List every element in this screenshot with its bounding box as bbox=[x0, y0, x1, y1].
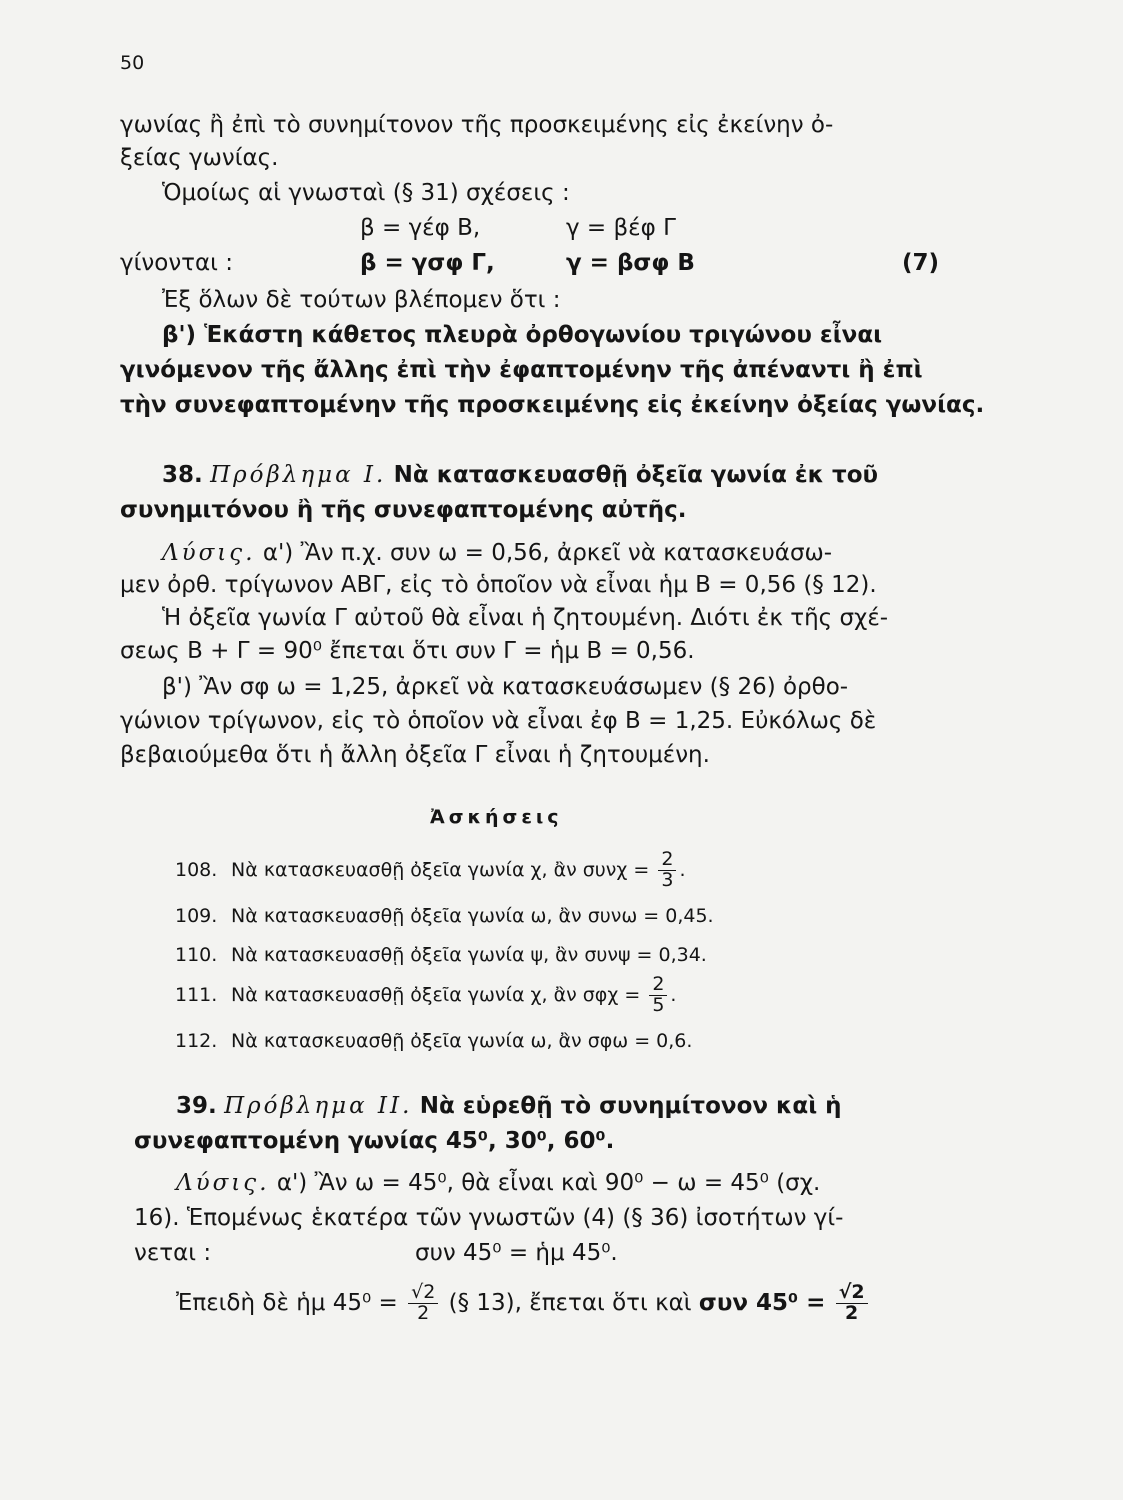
problem-label: Πρόβλημα ΙΙ. bbox=[224, 1093, 413, 1119]
problem-39-heading bbox=[176, 1093, 842, 1119]
exercise-text: Νὰ κατασκευασθῇ ὀξεῖα γωνία ψ, ἂν συνψ = 0,34. bbox=[231, 944, 707, 966]
text: (§ 13), ἔπεται ὅτι καὶ bbox=[448, 1289, 692, 1316]
exercise-number: 112. bbox=[175, 1030, 218, 1052]
exercise-item bbox=[175, 905, 714, 927]
text-line: γωνίας ἢ ἐπὶ τὸ συνημίτονον τῆς προσκειμένης εἰς ἐκείνην ὀ- bbox=[120, 112, 834, 138]
text-line: σεως Β + Γ = 90⁰ ἔπεται ὅτι συν Γ = ἡμ Β = 0,56. bbox=[120, 638, 695, 664]
text-line: 16). Ἑπομένως ἑκατέρα τῶν γνωστῶν (4) (§ 36) ἰσοτήτων γί- bbox=[134, 1205, 844, 1231]
text-line: νεται : bbox=[134, 1240, 212, 1266]
problem-title: Νὰ εὑρεθῇ τὸ συνημίτονον καὶ ἡ bbox=[419, 1093, 842, 1119]
text-line: γίνονται : bbox=[120, 250, 234, 276]
formula: γ = βσφ Β bbox=[566, 250, 695, 276]
problem-title-cont: συνημιτόνου ἢ τῆς συνεφαπτομένης αὐτῆς. bbox=[120, 497, 687, 523]
text-line: βεβαιούμεθα ὅτι ἡ ἄλλη ὀξεῖα Γ εἶναι ἡ ζητουμένη. bbox=[120, 742, 710, 768]
page-number: 50 bbox=[120, 52, 145, 74]
exercise-number: 110. bbox=[175, 944, 218, 966]
text-line: μεν ὀρθ. τρίγωνον ΑΒΓ, εἰς τὸ ὁποῖον νὰ εἶναι ἡμ Β = 0,56 (§ 12). bbox=[120, 572, 877, 598]
problem-title: Νὰ κατασκευασθῇ ὀξεῖα γωνία ἐκ τοῦ bbox=[393, 462, 879, 488]
text-line: τὴν συνεφαπτομένην τῆς προσκειμένης εἰς ἐκείνην ὀξείας γωνίας. bbox=[120, 392, 985, 418]
problem-38-heading bbox=[162, 462, 878, 488]
lysis-label: Λύσις. bbox=[162, 540, 256, 566]
exercise-text: Νὰ κατασκευασθῇ ὀξεῖα γωνία ω, ἂν συνω = 0,45. bbox=[231, 905, 714, 927]
exercises-heading: Ἀσκήσεις bbox=[430, 806, 563, 828]
text-line bbox=[176, 1170, 820, 1196]
fraction: $\frac{√2}{2}$ bbox=[408, 1283, 438, 1324]
exercise-item bbox=[175, 944, 707, 966]
fraction: $\frac{2}{3}$ bbox=[658, 850, 676, 891]
lysis-label: Λύσις. bbox=[176, 1170, 270, 1196]
text-line: γώνιον τρίγωνον, εἰς τὸ ὁποῖον νὰ εἶναι ἐφ Β = 1,25. Εὐκόλως δὲ bbox=[120, 708, 877, 734]
formula: β = γέφ Β, bbox=[360, 215, 481, 241]
equation-number: (7) bbox=[902, 250, 940, 276]
exercise-number: 108. bbox=[175, 858, 218, 881]
fraction: $\frac{2}{5}$ bbox=[649, 975, 667, 1016]
exercise-item: 111. Νὰ κατασκευασθῇ ὀξεῖα γωνία χ, ἂν σφχ = $\frac{2}{5}$ . bbox=[175, 973, 677, 1016]
exercise-text: Νὰ κατασκευασθῇ ὀξεῖα γωνία ω, ἂν σφω = 0,6. bbox=[231, 1030, 693, 1052]
formula: γ = βέφ Γ bbox=[566, 215, 676, 241]
problem-label: Πρόβλημα Ι. bbox=[210, 462, 387, 488]
fraction: $\frac{√2}{2}$ bbox=[836, 1283, 868, 1324]
formula: β = γσφ Γ, bbox=[360, 250, 495, 276]
text-line: β') Ἑκάστη κάθετος πλευρὰ ὀρθογωνίου τριγώνου εἶναι bbox=[162, 322, 883, 348]
text-line bbox=[176, 1283, 871, 1324]
text-line: γινόμενον τῆς ἄλλης ἐπὶ τὴν ἐφαπτομένην τῆς ἀπέναντι ἢ ἐπὶ bbox=[120, 357, 923, 383]
exercise-number: 109. bbox=[175, 905, 218, 927]
problem-number: 39. bbox=[176, 1093, 217, 1119]
text: α') Ἂν ω = 45⁰, θὰ εἶναι καὶ 90⁰ − ω = 45⁰ (σχ. bbox=[276, 1170, 821, 1196]
formula: συν 45⁰ = ἡμ 45⁰. bbox=[415, 1240, 618, 1266]
formula: συν 45⁰ = bbox=[698, 1289, 826, 1316]
problem-title-cont: συνεφαπτομένη γωνίας 45⁰, 30⁰, 60⁰. bbox=[134, 1128, 615, 1154]
exercise-text: Νὰ κατασκευασθῇ ὀξεῖα γωνία χ, ἂν συνχ = bbox=[231, 858, 650, 881]
exercise-text: Νὰ κατασκευασθῇ ὀξεῖα γωνία χ, ἂν σφχ = bbox=[231, 983, 641, 1006]
exercise-item: 108. Νὰ κατασκευασθῇ ὀξεῖα γωνία χ, ἂν συνχ = $\frac{2}{3}$ . bbox=[175, 848, 686, 891]
text: α') Ἂν π.χ. συν ω = 0,56, ἀρκεῖ νὰ κατασκευάσω- bbox=[262, 540, 833, 566]
text-line: β') Ἂν σφ ω = 1,25, ἀρκεῖ νὰ κατασκευάσωμεν (§ 26) ὀρθο- bbox=[162, 674, 849, 700]
text-line: Ἐξ ὅλων δὲ τούτων βλέπομεν ὅτι : bbox=[162, 287, 561, 313]
exercise-item bbox=[175, 1030, 692, 1052]
text-line: ξείας γωνίας. bbox=[120, 145, 279, 171]
text: Ἐπειδὴ δὲ ἡμ 45⁰ = bbox=[176, 1289, 398, 1316]
text-line: Ὁμοίως αἱ γνωσταὶ (§ 31) σχέσεις : bbox=[162, 180, 570, 206]
text-line: Ἡ ὀξεῖα γωνία Γ αὐτοῦ θὰ εἶναι ἡ ζητουμένη. Διότι ἐκ τῆς σχέ- bbox=[162, 605, 889, 631]
text-line bbox=[162, 540, 832, 566]
problem-number: 38. bbox=[162, 462, 203, 488]
exercise-number: 111. bbox=[175, 983, 218, 1006]
